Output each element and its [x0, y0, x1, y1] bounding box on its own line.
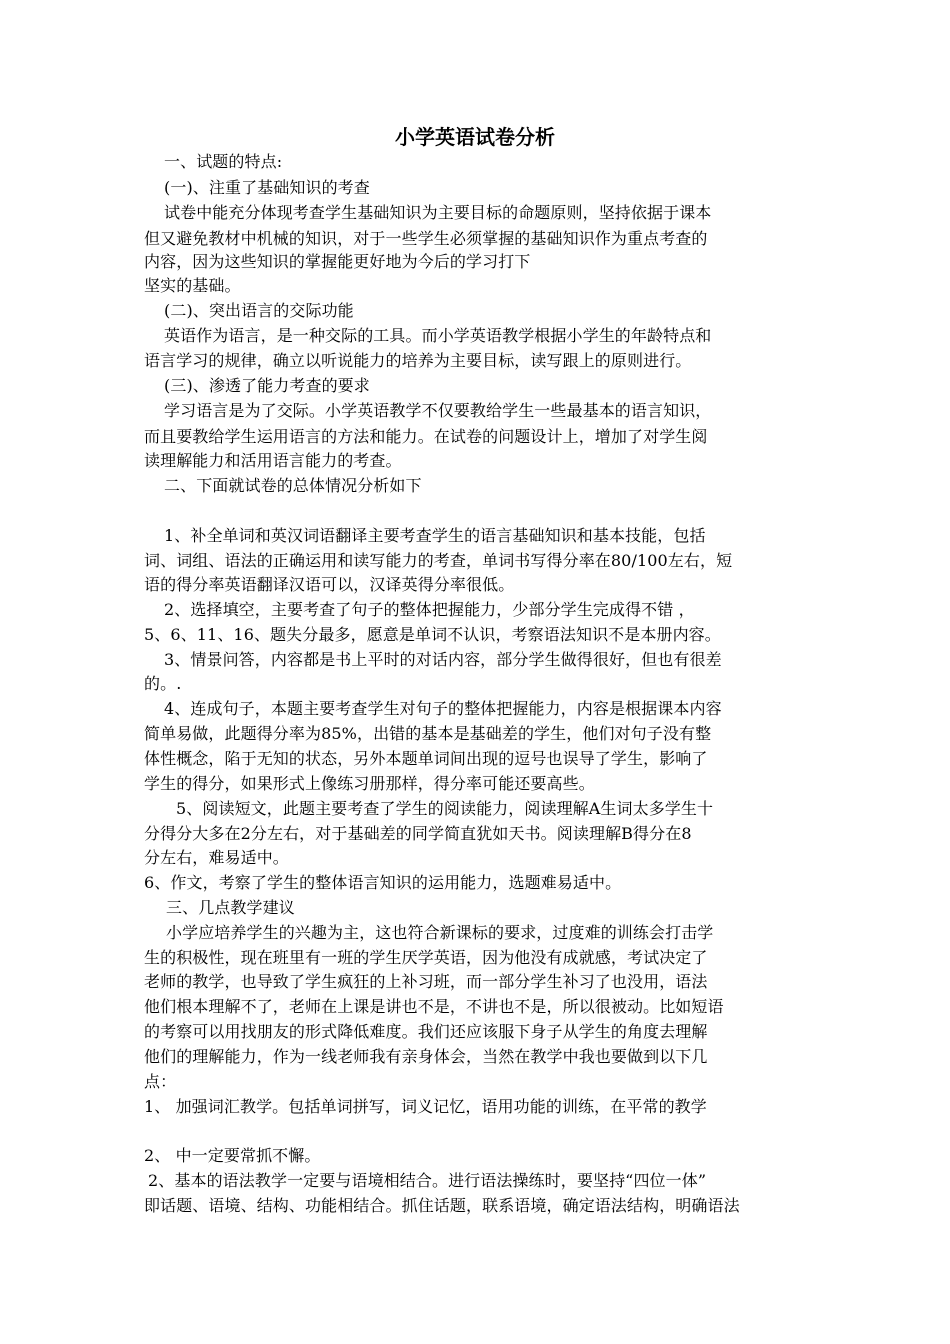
- paragraph-line: 学习语言是为了交际。小学英语教学不仅要教给学生一些最基本的语言知识，: [164, 401, 712, 420]
- paragraph-line: 1、补全单词和英汉词语翻译主要考查学生的语言基础知识和基本技能，包括: [164, 526, 706, 545]
- paragraph-line: 试卷中能充分体现考查学生基础知识为主要目标的命题原则，坚持依据于课本: [164, 203, 712, 222]
- paragraph-line: 读理解能力和活用语言能力的考查。: [144, 451, 402, 470]
- subheading-1: (一)、注重了基础知识的考查: [164, 178, 370, 197]
- paragraph-line: 坚实的基础。: [144, 276, 241, 295]
- paragraph-line: 英语作为语言，是一种交际的工具。而小学英语教学根据小学生的年龄特点和: [164, 326, 712, 345]
- list-item: 1、 加强词汇教学。包括单词拼写，词义记忆，语用功能的训练，在平常的教学: [144, 1097, 707, 1116]
- paragraph-line: 而且要教给学生运用语言的方法和能力。在试卷的问题设计上，增加了对学生阅: [144, 427, 708, 446]
- paragraph-line: 语言学习的规律，确立以听说能力的培养为主要目标，读写跟上的原则进行。: [144, 351, 692, 370]
- paragraph-line: 点：: [144, 1072, 177, 1091]
- heading-1: 一、试题的特点:: [164, 152, 283, 171]
- document-title: 小学英语试卷分析: [395, 125, 555, 149]
- paragraph-line: 5、6、11、16、题失分最多，愿意是单词不认识，考察语法知识不是本册内容。: [144, 625, 721, 644]
- paragraph-line: 的。.: [144, 674, 182, 693]
- paragraph-line: 2、选择填空，主要考查了句子的整体把握能力，少部分学生完成得不错 ，: [164, 600, 695, 619]
- paragraph-line: 老师的教学，也导致了学生疯狂的上补习班，而一部分学生补习了也没用，语法: [144, 972, 708, 991]
- paragraph-line: 他们的理解能力，作为一线老师我有亲身体会，当然在教学中我也要做到以下几: [144, 1047, 708, 1066]
- paragraph-line: 4、连成句子，本题主要考查学生对句子的整体把握能力，内容是根据课本内容: [164, 699, 722, 718]
- paragraph-line: 2、基本的语法教学一定要与语境相结合。进行语法操练时，要坚持“四位一体”: [148, 1171, 707, 1190]
- paragraph-line: 内容，因为这些知识的掌握能更好地为今后的学习打下: [144, 252, 531, 271]
- paragraph-line: 词、词组、语法的正确运用和读写能力的考查，单词书写得分率在80/100左右，短: [144, 551, 733, 570]
- paragraph-line: 的考察可以用找朋友的形式降低难度。我们还应该服下身子从学生的角度去理解: [144, 1022, 708, 1041]
- list-item: 2、 中一定要常抓不懈。: [144, 1146, 321, 1165]
- heading-2: 二、下面就试卷的总体情况分析如下: [164, 476, 422, 495]
- paragraph-line: 小学应培养学生的兴趣为主，这也符合新课标的要求，过度难的训练会打击学: [166, 923, 714, 942]
- subheading-3: (三)、渗透了能力考查的要求: [164, 376, 370, 395]
- paragraph-line: 6、作文，考察了学生的整体语言知识的运用能力，选题难易适中。: [144, 873, 622, 892]
- paragraph-line: 体性概念，陷于无知的状态，另外本题单词间出现的逗号也误导了学生，影响了: [144, 749, 708, 768]
- paragraph-line: 5、阅读短文，此题主要考查了学生的阅读能力，阅读理解A生词太多学生十: [176, 799, 714, 818]
- paragraph-line: 分得分大多在2分左右，对于基础差的同学简直犹如天书。阅读理解B得分在8: [144, 824, 692, 843]
- paragraph-line: 分左右，难易适中。: [144, 848, 289, 867]
- subheading-2: (二)、突出语言的交际功能: [164, 301, 354, 320]
- paragraph-line: 学生的得分，如果形式上像练习册那样，得分率可能还要高些。: [144, 774, 595, 793]
- paragraph-line: 但又避免教材中机械的知识，对于一些学生必须掌握的基础知识作为重点考查的: [144, 229, 708, 248]
- paragraph-line: 语的得分率英语翻译汉语可以，汉译英得分率很低。: [144, 575, 515, 594]
- heading-3: 三、几点教学建议: [166, 898, 295, 917]
- paragraph-line: 生的积极性，现在班里有一班的学生厌学英语，因为他没有成就感，考试决定了: [144, 948, 708, 967]
- paragraph-line: 即话题、语境、结构、功能相结合。抓住话题，联系语境，确定语法结构，明确语法: [144, 1196, 740, 1215]
- paragraph-line: 他们根本理解不了，老师在上课是讲也不是，不讲也不是，所以很被动。比如短语: [144, 997, 724, 1016]
- paragraph-line: 简单易做，此题得分率为85%，出错的基本是基础差的学生，他们对句子没有整: [144, 724, 712, 743]
- paragraph-line: 3、情景问答，内容都是书上平时的对话内容，部分学生做得很好，但也有很差: [164, 650, 722, 669]
